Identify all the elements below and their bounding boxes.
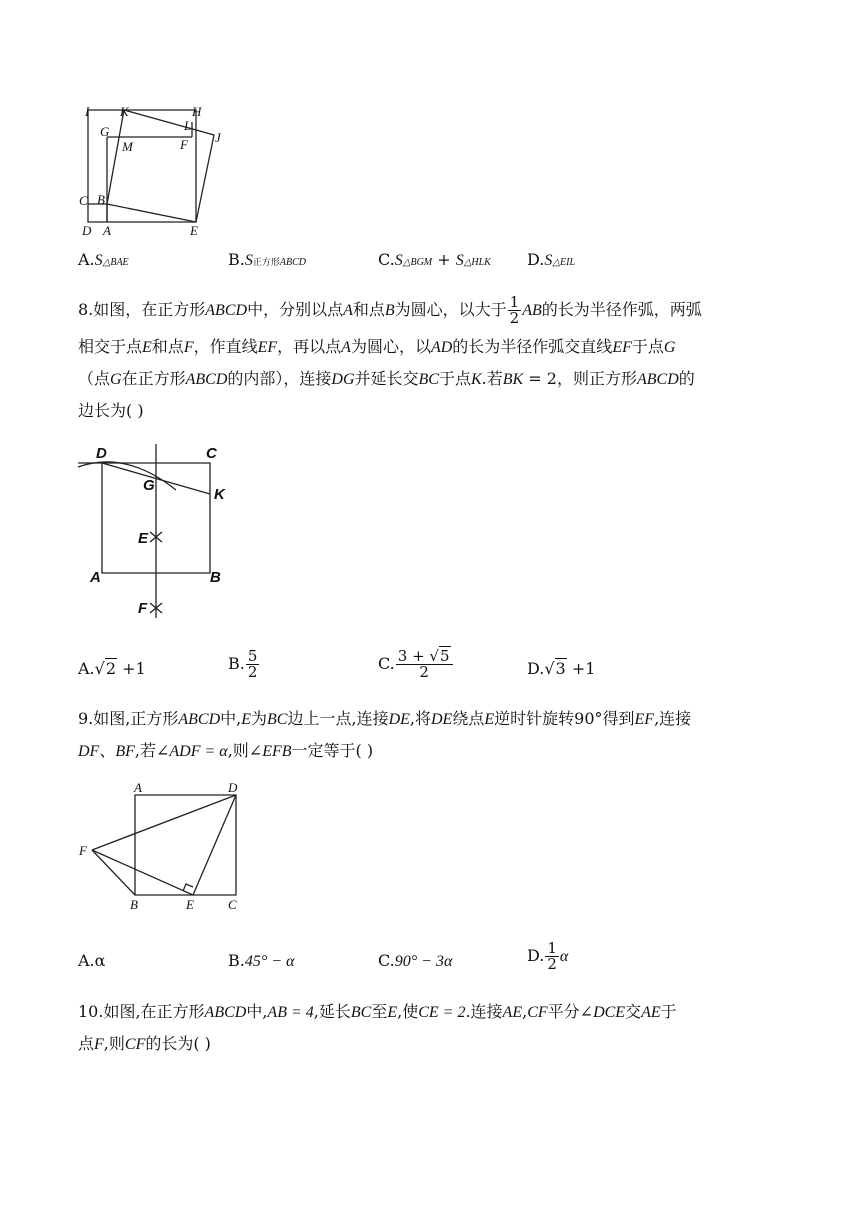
q7-label-a: A	[103, 223, 111, 238]
q7-label-g: G	[100, 124, 110, 139]
q9-label-d: D	[228, 780, 238, 795]
q7-label-m: M	[122, 139, 133, 154]
q8-option-c[interactable]: C. $\frac{3 + √5}{2}$	[378, 649, 454, 680]
q9-line-2: DF、BF,若∠ADF = α,则∠EFB一定等于( )	[78, 741, 374, 760]
q9-label-e: E	[186, 897, 194, 912]
q7-label-j: J	[215, 130, 221, 145]
q8-label-c: C	[206, 445, 217, 462]
q8-line-4: 边长为( )	[78, 401, 144, 420]
q7-label-d: D	[82, 223, 92, 238]
q9-option-a[interactable]: A.α	[78, 951, 106, 970]
q8-label-f: F	[138, 600, 148, 617]
q7-option-d[interactable]: D.S△EIL	[527, 250, 576, 269]
q8-label-k: K	[214, 486, 225, 503]
q9-label-f: F	[79, 843, 87, 858]
q9-label-a: A	[134, 780, 142, 795]
q9-label-c: C	[228, 897, 237, 912]
q10-line-2: 点F,则CF的长为( )	[78, 1034, 211, 1053]
q9-option-d[interactable]: D. $\frac{1}{2}$ α	[527, 939, 569, 973]
q8-label-d: D	[96, 445, 107, 462]
q7-option-c[interactable]: C.S△BGM + S△HLK	[378, 250, 491, 269]
q9-option-c[interactable]: C.90° − 3α	[378, 951, 453, 970]
q7-option-a[interactable]: A.S△BAE	[78, 250, 129, 269]
q8-figure	[76, 440, 246, 620]
q7-figure	[76, 100, 246, 240]
q8-label-a: A	[90, 569, 101, 586]
q7-label-i: I	[85, 104, 90, 119]
q8-half-fraction: $\frac{1}{2}$	[509, 293, 520, 327]
q8-line-3: （点G在正方形ABCD的内部），连接DG并延长交BC于点K.若BK = 2，则正方形ABCD的	[78, 369, 695, 388]
q7-label-f: F	[180, 137, 188, 152]
q7-label-e: E	[190, 223, 198, 238]
q10-line-1: 10.如图,在正方形ABCD中,AB = 4,延长BC至E,使CE = 2.连接AE,CF平分∠DCE交AE于	[78, 1002, 677, 1021]
q9-figure	[76, 780, 256, 915]
q7-label-b: B	[97, 192, 105, 207]
q7-option-b[interactable]: B.S正方形ABCD	[228, 250, 306, 269]
q8-label-g: G	[143, 477, 155, 494]
q8-line-2: 相交于点E和点F，作直线EF，再以点A为圆心，以AD的长为半径作弧交直线EF于点G	[78, 337, 676, 356]
q9-line-1: 9.如图,正方形ABCD中,E为BC边上一点,连接DE,将DE绕点E逆时针旋转90°得到EF,连接	[78, 709, 692, 728]
q9-option-b[interactable]: B.45° − α	[228, 951, 295, 970]
q9-label-b: B	[130, 897, 138, 912]
q8-line-1: 8.如图，在正方形ABCD中，分别以点A和点B为圆心，以大于 $\frac{1}{2}$ AB的长为半径作弧，两弧	[78, 293, 702, 327]
q7-label-h: H	[192, 104, 202, 119]
q7-label-c: C	[79, 193, 88, 208]
q8-option-b[interactable]: B. $\frac{5}{2}$	[228, 647, 258, 681]
q8-option-a[interactable]: A.√2 +1	[78, 659, 146, 678]
q7-label-k: K	[120, 104, 129, 119]
q7-label-l: L	[184, 118, 192, 133]
q8-label-b: B	[210, 569, 221, 586]
q8-option-d[interactable]: D.√3 +1	[527, 659, 596, 678]
q8-label-e: E	[138, 530, 149, 547]
